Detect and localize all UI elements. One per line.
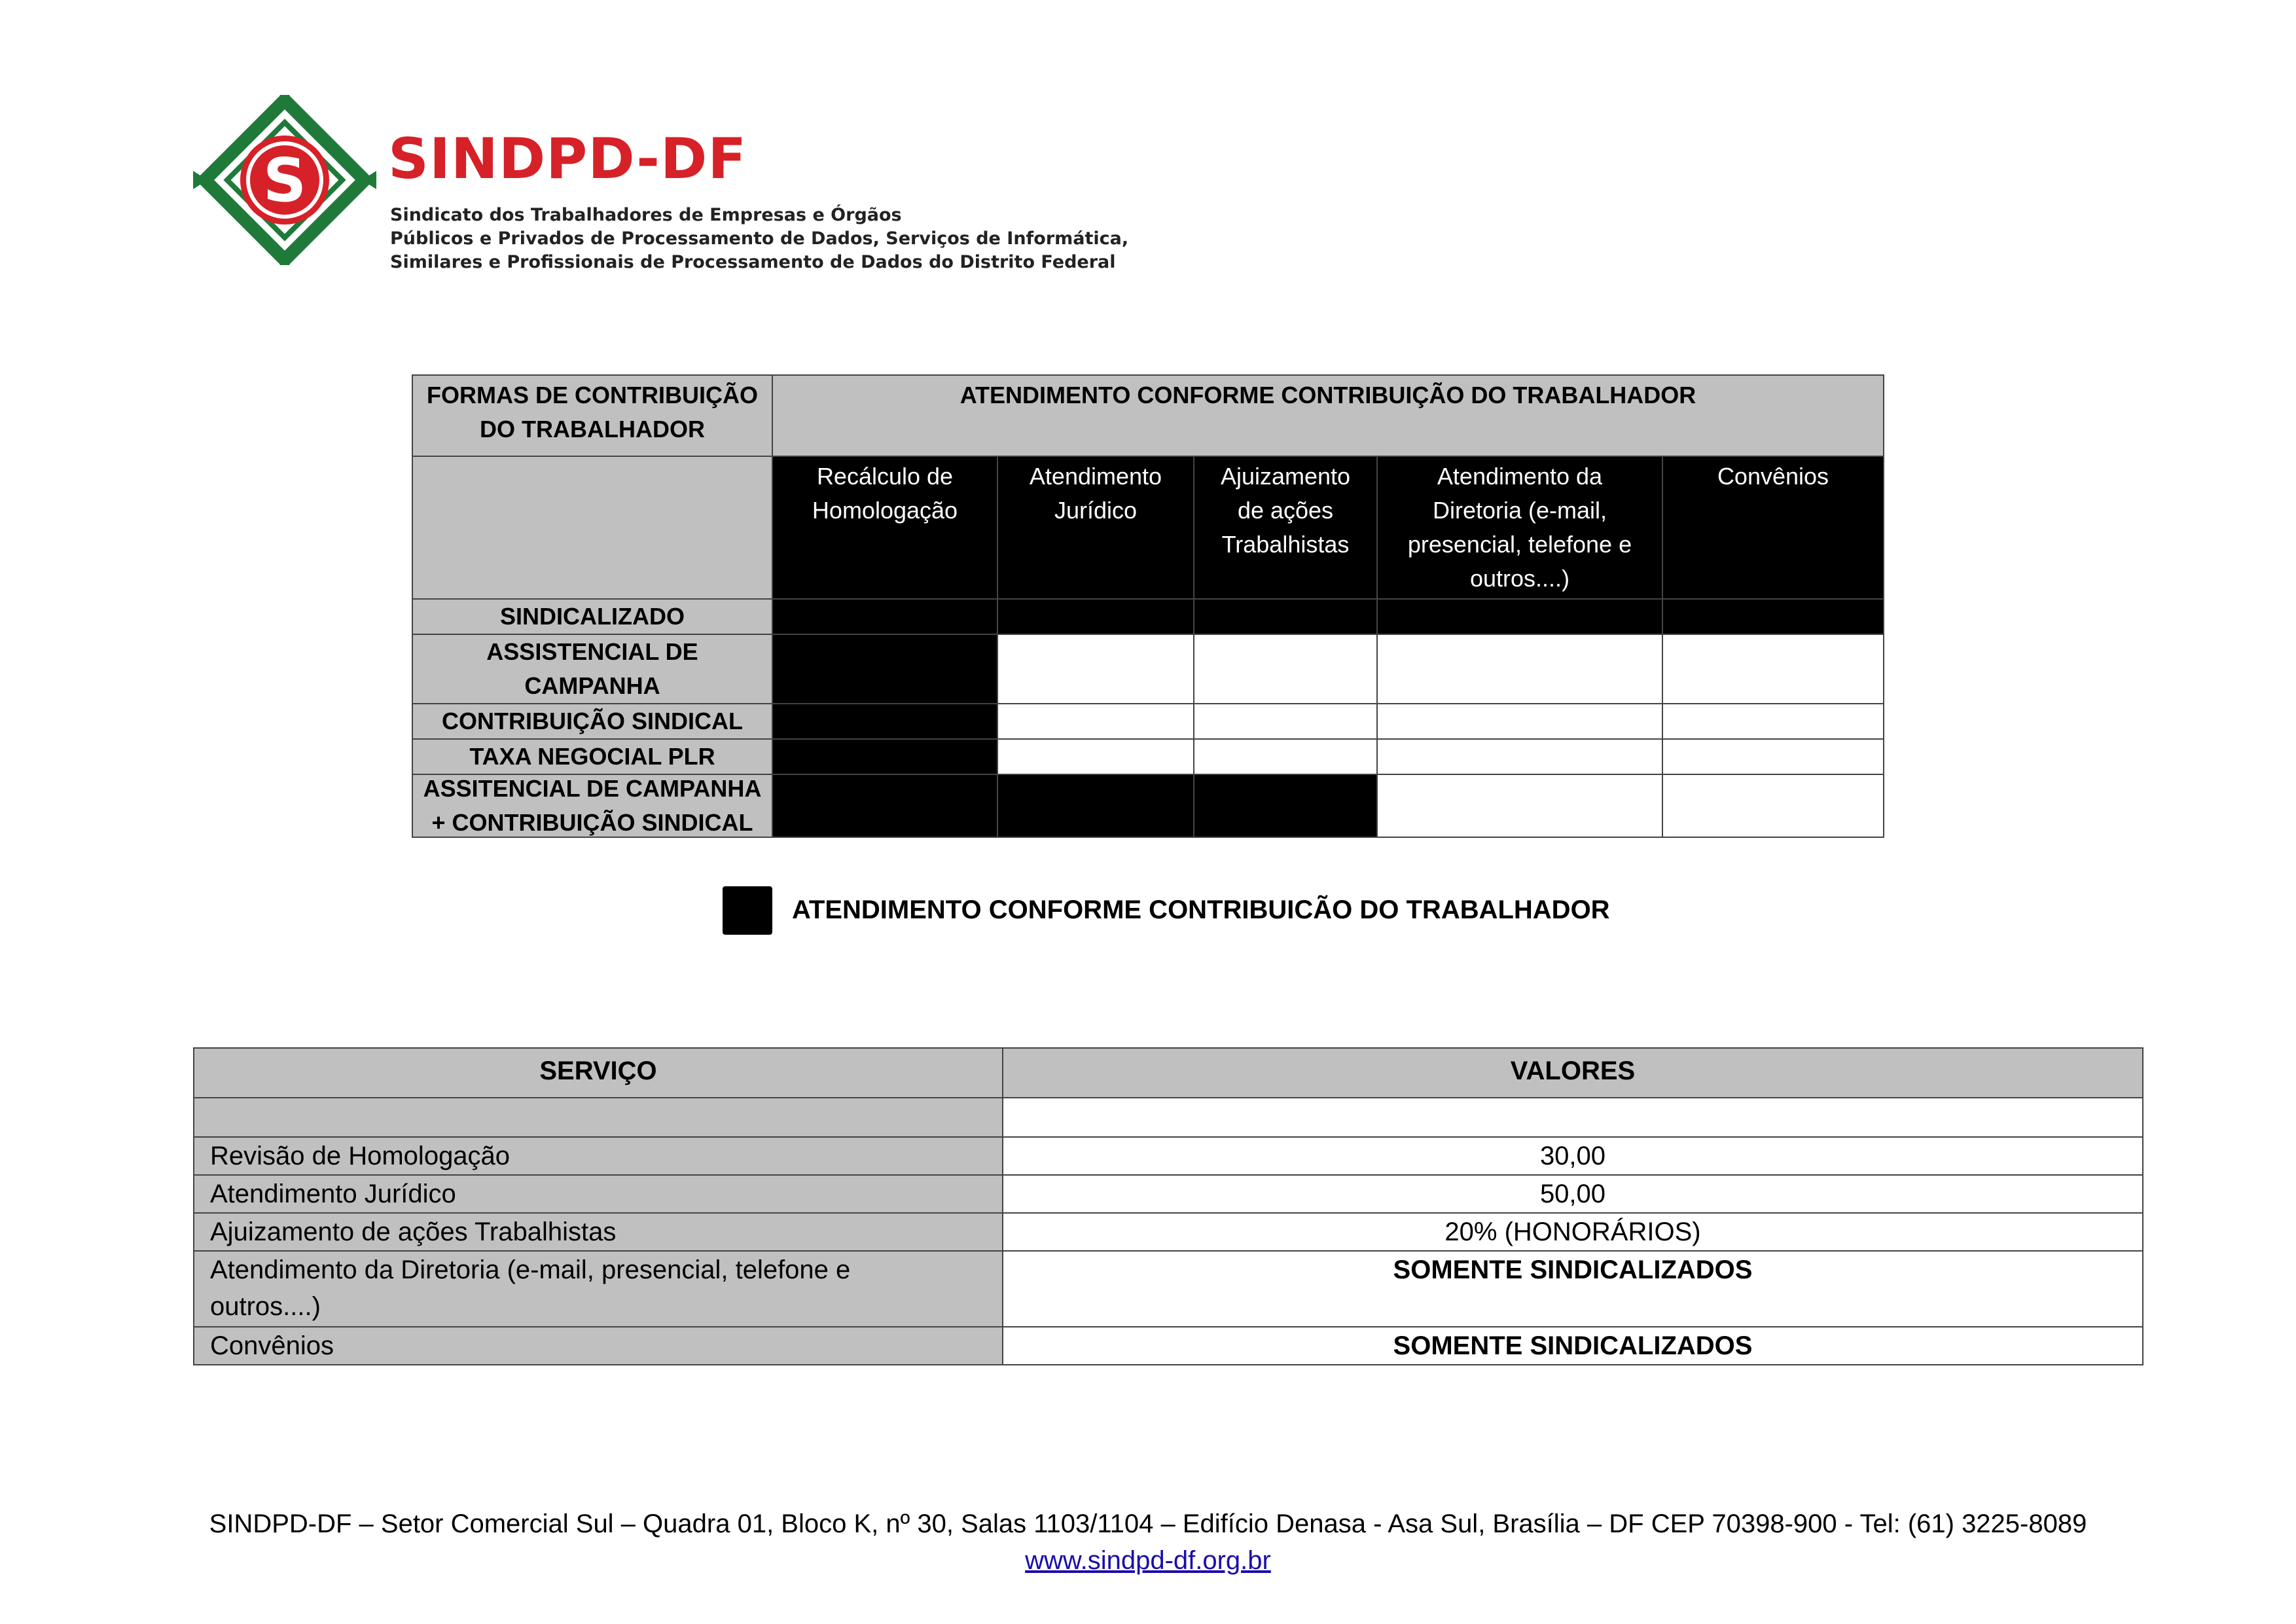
value-cell: 30,00: [1002, 1136, 2144, 1176]
coverage-cell-empty: [1193, 738, 1378, 775]
value-cell: SOMENTE SINDICALIZADOS: [1002, 1326, 2144, 1365]
legend-swatch: [723, 886, 772, 935]
coverage-cell-covered: [1662, 598, 1884, 635]
row-label: ASSISTENCIAL DE CAMPANHA: [412, 634, 773, 704]
value-cell: [1002, 1097, 2144, 1138]
corner-header: FORMAS DE CONTRIBUIÇÃO DO TRABALHADOR: [412, 374, 773, 457]
contribution-matrix-table: [412, 374, 1884, 838]
row-label: CONTRIBUIÇÃO SINDICAL: [412, 703, 773, 740]
brand-name: SINDPD-DF: [388, 126, 747, 192]
coverage-cell-covered: [997, 598, 1194, 635]
coverage-cell-covered: [1193, 598, 1378, 635]
values-column-header: VALORES: [1002, 1047, 2144, 1098]
empty-header-cell: [412, 456, 773, 600]
brand-subtitle-line: Públicos e Privados de Processamento de Dados, Serviços de Informática,: [390, 228, 1129, 249]
span-header: ATENDIMENTO CONFORME CONTRIBUIÇÃO DO TRABALHADOR: [772, 374, 1884, 457]
coverage-cell-empty: [1662, 634, 1884, 704]
value-cell: 20% (HONORÁRIOS): [1002, 1212, 2144, 1252]
coverage-cell-empty: [1193, 703, 1378, 740]
brand-subtitle-line: Sindicato dos Trabalhadores de Empresas e Órgãos: [390, 205, 902, 225]
coverage-cell-covered: [772, 598, 998, 635]
value-cell: 50,00: [1002, 1174, 2144, 1214]
coverage-cell-empty: [997, 634, 1194, 704]
coverage-cell-empty: [1662, 774, 1884, 838]
coverage-cell-empty: [1662, 738, 1884, 775]
column-header: Atendimento Jurídico: [997, 456, 1194, 600]
service-cell: Ajuizamento de ações Trabalhistas: [193, 1212, 1003, 1252]
row-label: ASSITENCIAL DE CAMPANHA + CONTRIBUIÇÃO SINDICAL: [412, 774, 773, 838]
coverage-cell-empty: [1193, 634, 1378, 704]
footer-website-link[interactable]: www.sindpd-df.org.br: [1025, 1546, 1271, 1575]
service-cell: [193, 1097, 1003, 1138]
service-column-header: SERVIÇO: [193, 1047, 1003, 1098]
sindpd-logo-icon: [190, 95, 380, 265]
svg-text:S: S: [262, 145, 307, 215]
coverage-cell-empty: [1376, 738, 1663, 775]
coverage-cell-empty: [997, 703, 1194, 740]
column-header: Recálculo de Homologação: [772, 456, 998, 600]
coverage-cell-empty: [1376, 703, 1663, 740]
services-values-table: [193, 1047, 2144, 1364]
coverage-cell-empty: [1662, 703, 1884, 740]
service-cell: Revisão de Homologação: [193, 1136, 1003, 1176]
row-label: TAXA NEGOCIAL PLR: [412, 738, 773, 775]
service-cell: Atendimento da Diretoria (e-mail, presencial, telefone e outros....): [193, 1250, 1003, 1327]
service-cell: Atendimento Jurídico: [193, 1174, 1003, 1214]
coverage-cell-covered: [1376, 598, 1663, 635]
coverage-cell-empty: [1376, 634, 1663, 704]
coverage-cell-empty: [1376, 774, 1663, 838]
value-cell: SOMENTE SINDICALIZADOS: [1002, 1250, 2144, 1327]
coverage-cell-covered: [772, 703, 998, 740]
coverage-cell-empty: [997, 738, 1194, 775]
coverage-cell-covered: [772, 634, 998, 704]
coverage-cell-covered: [772, 774, 998, 838]
column-header: Convênios: [1662, 456, 1884, 600]
brand-subtitle-line: Similares e Profissionais de Processamento de Dados do Distrito Federal: [390, 252, 1116, 272]
row-label: SINDICALIZADO: [412, 598, 773, 635]
coverage-cell-covered: [1193, 774, 1378, 838]
coverage-cell-covered: [997, 774, 1194, 838]
footer-address: SINDPD-DF – Setor Comercial Sul – Quadra 01, Bloco K, nº 30, Salas 1103/1104 – Edifício Denasa - Asa Sul, Brasília – DF CEP 70398-900 - Tel: (61) 3225-8089: [209, 1509, 2087, 1538]
column-header: Atendimento da Diretoria (e-mail, presencial, telefone e outros....): [1376, 456, 1663, 600]
service-cell: Convênios: [193, 1326, 1003, 1365]
brand-subtitle: [390, 204, 1215, 274]
column-header: Ajuizamento de ações Trabalhistas: [1193, 456, 1378, 600]
legend-text: ATENDIMENTO CONFORME CONTRIBUICÃO DO TRABALHADOR: [792, 895, 1610, 924]
coverage-cell-covered: [772, 738, 998, 775]
